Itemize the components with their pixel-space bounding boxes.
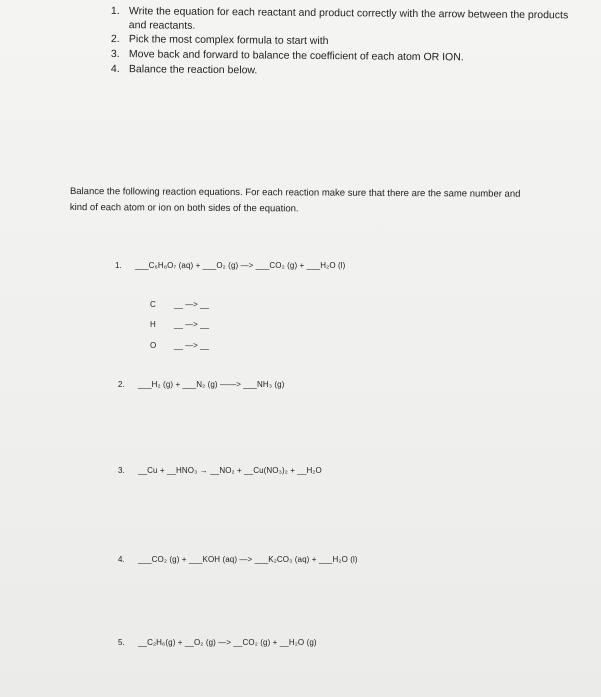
equation-number: 4.: [118, 555, 125, 564]
equation-number: 1.: [115, 261, 122, 270]
equation-number: 2.: [118, 380, 125, 389]
directions-line-2: kind of each atom or ion on both sides of the equation.: [69, 201, 299, 215]
atom-row-carbon: [150, 300, 209, 309]
instruction-text-continued: and reactants.: [128, 19, 196, 32]
equation-text: ___H₂ (g) + ___N₂ (g) ——> ___NH₃ (g): [138, 380, 285, 389]
instruction-number: 1.: [110, 5, 120, 18]
instruction-text: Move back and forward to balance the coefficient of each atom OR ION.: [128, 48, 464, 64]
instruction-number: 3.: [110, 48, 120, 61]
equation-text: __C₂H₆(g) + __O₂ (g) —> __CO₂ (g) + __H₂O (g): [138, 638, 317, 647]
instruction-text: Write the equation for each reactant and product correctly with the arrow between the products: [128, 5, 569, 22]
instruction-number: 2.: [110, 33, 120, 46]
atom-balance: __ —> __: [174, 300, 209, 309]
equation-text: __Cu + __HNO₃ → __NO₂ + __Cu(NO₃)₂ + __H₂O: [138, 466, 322, 475]
equation-number: 3.: [118, 466, 125, 475]
directions-paragraph: [70, 184, 521, 219]
atom-row-oxygen: [150, 341, 209, 350]
atom-symbol: H: [150, 320, 156, 329]
instruction-number: 4.: [110, 63, 120, 76]
atom-balance: __ —> __: [174, 320, 209, 329]
equation-number: 5.: [118, 638, 125, 647]
instruction-text: Pick the most complex formula to start with: [128, 33, 329, 48]
atom-balance: __ —> __: [174, 341, 209, 350]
equation-text: ___CO₂ (g) + ___KOH (aq) —> ___K₂CO₃ (aq) + ___H₂O (l): [138, 555, 358, 564]
atom-symbol: O: [150, 341, 157, 350]
instruction-text: Balance the reaction below.: [128, 63, 258, 77]
atom-row-hydrogen: [150, 320, 209, 329]
equation-text: ___C₆H₈O₇ (aq) + ___O₂ (g) —> ___CO₂ (g) + ___H₂O (l): [135, 261, 346, 270]
directions-line-1: Balance the following reaction equations. For each reaction make sure that there are the same number and: [69, 185, 521, 200]
atom-symbol: C: [150, 300, 156, 309]
